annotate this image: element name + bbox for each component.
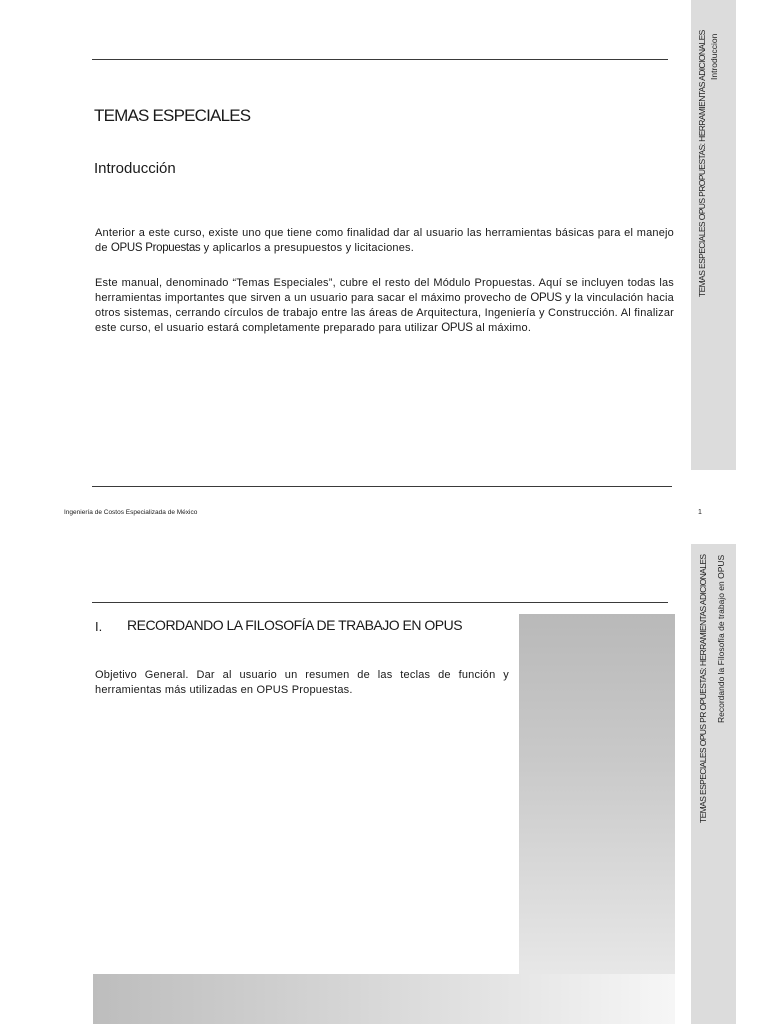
footer-page-number: 1 bbox=[698, 509, 702, 516]
decorative-gradient-bar bbox=[93, 974, 675, 1024]
product-name: OPUS Propuestas bbox=[110, 242, 201, 254]
product-name: OPUS bbox=[441, 322, 473, 334]
objective-paragraph bbox=[95, 668, 509, 698]
footer-company: Ingeniería de Costos Especializada de México bbox=[64, 509, 198, 516]
text-run: Propuestas. bbox=[288, 684, 353, 696]
page-title: TEMAS ESPECIALES bbox=[94, 106, 251, 125]
text-run: al máximo. bbox=[472, 322, 532, 334]
text-run: Este manual, denominado “Temas Especiales”, cubre el resto del Módulo Propuestas. Aquí se incluyen todas las herramientas importantes que sirven a un usuario para sacar el máximo provecho de bbox=[95, 277, 674, 304]
product-name: OPUS bbox=[530, 292, 562, 304]
side-header-sub-page2: Recordando la Filosofía de trabajo en OPUS bbox=[716, 555, 726, 724]
text-run: . Dar al usuario un resumen de las teclas de función y herramientas más utilizadas en bbox=[95, 669, 509, 696]
bottom-rule bbox=[92, 486, 672, 487]
section-title: RECORDANDO LA FILOSOFÍA DE TRABAJO EN OPUS bbox=[127, 617, 463, 633]
text-run: y aplicarlos a presupuestos y licitaciones. bbox=[200, 242, 414, 254]
product-name: OPUS bbox=[256, 684, 289, 696]
top-rule-page2 bbox=[92, 602, 668, 603]
side-header-main: TEMAS ESPECIALES OPUS PROPUESTAS: HERRAMIENTAS ADICIONALES bbox=[697, 30, 707, 297]
side-header-sub: Introduccion bbox=[709, 34, 719, 81]
objective-label: Objetivo General bbox=[95, 669, 186, 681]
top-rule bbox=[92, 59, 668, 60]
section-subtitle: Introducción bbox=[94, 160, 176, 177]
side-header-main-page2: TEMAS ESPECIALES OPUS PR OPUESTAS: HERRAMIENTAS ADICIONALES bbox=[698, 555, 708, 824]
intro-paragraph-2 bbox=[95, 276, 674, 336]
text-run: Anterior a este curso, existe uno que tiene como finalidad dar al usuario las herramientas básicas para el manejo de bbox=[95, 227, 674, 254]
section-number: I. bbox=[95, 619, 103, 634]
intro-paragraph-1 bbox=[95, 226, 674, 256]
text-run: y la vinculación hacia otros sistemas, cerrando círculos de trabajo entre las áreas de Arquitectura, Ingeniería y Construcción. Al finalizar este curso, el usuario estará completamente preparado para utilizar bbox=[95, 292, 674, 334]
decorative-gradient-panel bbox=[519, 614, 675, 980]
